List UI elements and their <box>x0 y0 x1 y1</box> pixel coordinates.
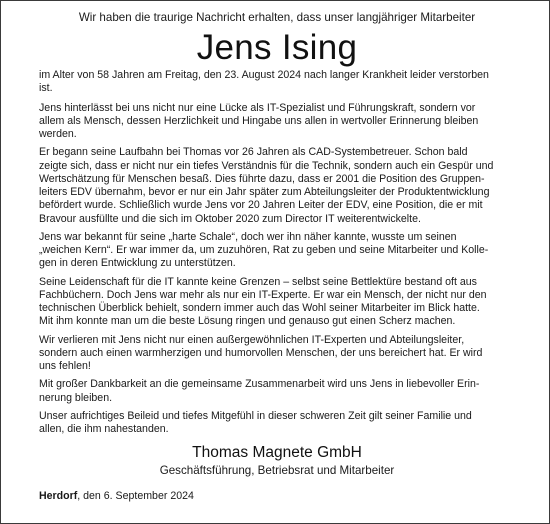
company-name: Thomas Magnete GmbH <box>192 444 362 462</box>
place-date-line <box>39 490 515 503</box>
paragraph-age-date: im Alter von 58 Jahren am Freitag, den 23. August 2024 nach langer Krankheit leider verstorben ist. <box>39 69 489 95</box>
place-name: Herdorf <box>39 490 78 503</box>
paragraph-passion: Seine Leidenschaft für die IT kannte keine Grenzen – selbst seine Bettlektüre bestand oft aus Fachbüchern. Doch Jens war mehr als nur ein IT-Experte. Er war ein Mensch, der nicht nur den technischen Überblick behielt, sondern immer auch das Wohl seiner Mitarbeiter im Blick hatte. Mit ihm konnte man um die beste Lösung ringen und genauso gut einen Scherz machen. <box>39 275 487 328</box>
notice-content <box>39 11 515 503</box>
date-text: , den 6. September 2024 <box>77 490 194 503</box>
paragraph-loss: Wir verlieren mit Jens nicht nur einen außergewöhnlichen IT-Experten und Abteilungsleiter, sondern auch einen warmherzigen und humorvollen Menschen, der uns bereichert hat. Er wird uns fehlen! <box>39 333 483 372</box>
paragraph-condolences: Unser aufrichtiges Beileid und tiefes Mitgefühl in dieser schweren Zeit gilt seiner Familie und allen, die ihm nahestanden. <box>39 409 472 435</box>
intro-line: Wir haben die traurige Nachricht erhalten, dass unser langjähriger Mitarbeiter <box>78 11 476 24</box>
paragraph-gratitude: Mit großer Dankbarkeit an die gemeinsame Zusammenarbeit wird uns Jens in liebevoller Erin- nerung bleiben. <box>39 378 480 404</box>
paragraph-character: Jens war bekannt für seine „harte Schale“, doch wer ihn näher kannte, wusste um seinen „weichen Kern“. Er war immer da, um zuzuhören, Rat zu geben und seine Mitarbeiter und Kolle- gen in deren Entwicklung zu unterstützen. <box>39 230 489 270</box>
paragraph-career: Er begann seine Laufbahn bei Thomas vor 26 Jahren als CAD-Systembetreuer. Schon bald zeigte sich, dass er nicht nur ein tiefes Verständnis für die Technik, sondern auch ein Gespür und Wertschätzung für Menschen besaß. Dies führte dazu, dass er 2001 die Position des Gruppen- leiters EDV übernahm, bevor er nur ein Jahr später zum Abteilungsleiter der Produktentwicklung befördert wurde. Schließlich wurde Jens vor 20 Jahren Leiter der EDV, eine Position, die er mit Bravour ausfüllte und die sich im Oktober 2020 zum Director IT weiterentwickelte. <box>39 146 494 225</box>
deceased-name: Jens Ising <box>196 28 358 67</box>
company-subtitle: Geschäftsführung, Betriebsrat und Mitarbeiter <box>159 464 395 478</box>
paragraph-legacy: Jens hinterlässt bei uns nicht nur eine Lücke als IT-Spezialist und Führungskraft, sondern vor allem als Mensch, dessen Herzlichkeit und Hingabe uns allen in wertvoller Erinnerung bleiben werden. <box>39 101 479 140</box>
